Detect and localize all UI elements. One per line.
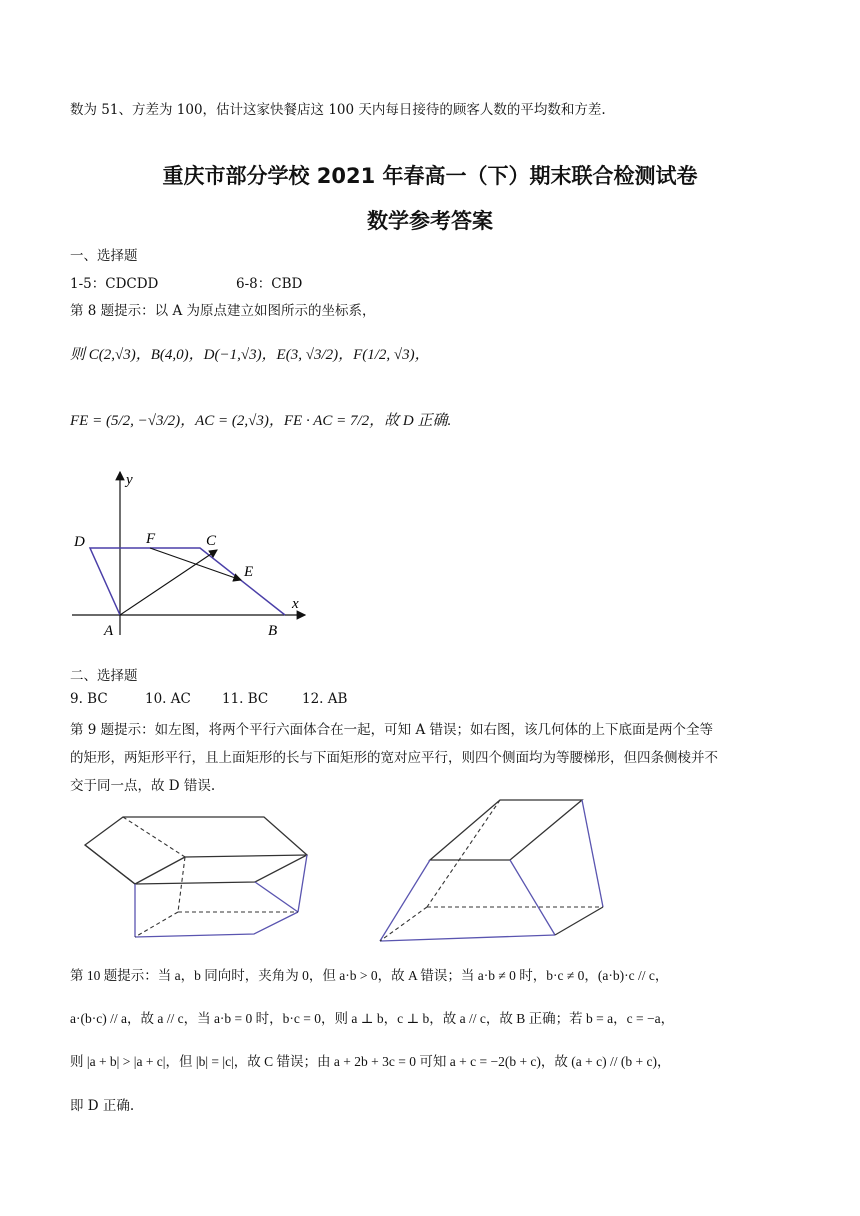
hint8-intro: 第 8 题提示：以 A 为原点建立如图所示的坐标系， — [70, 303, 376, 319]
label-c: C — [206, 533, 217, 549]
answers-6-8: 6-8：CBD — [236, 276, 303, 292]
hint9-line1: 第 9 题提示：如左图，将两个平行六面体合在一起，可知 A 错误；如右图，该几何体的上下底面是两个全等 — [70, 722, 714, 738]
answers-1-5: 1-5：CDCDD — [70, 276, 159, 292]
parallelepiped-figure — [80, 812, 340, 947]
hint8-coordinates: 则 C(2,√3)，B(4,0)，D(−1,√3)，E(3, √3/2)，F(1/2, √3)， — [70, 347, 430, 363]
label-e: E — [244, 564, 254, 580]
answer-10: 10. AC — [145, 691, 191, 707]
hint10-line2: a·(b·c) // a，故 a // c，当 a·b = 0 时，b·c = 0，则 a ⊥ b，c ⊥ b，故 a // c，故 B 正确；若 b = a，c = −a， — [70, 1011, 675, 1026]
coordinate-figure — [60, 460, 320, 645]
label-y: y — [126, 472, 133, 488]
section2-heading: 二、选择题 — [70, 668, 138, 684]
section1-heading: 一、选择题 — [70, 248, 138, 264]
page-subtitle: 数学参考答案 — [367, 209, 493, 233]
top-line: 数为 51、方差为 100，估计这家快餐店这 100 天内每日接待的顾客人数的平均数和方差. — [70, 102, 606, 118]
label-b: B — [268, 623, 278, 639]
hint9-line2: 的矩形，两矩形平行，且上面矩形的长与下面矩形的宽对应平行，则四个侧面均为等腰梯形，但四条侧棱并不 — [70, 750, 718, 766]
hint10-line3: 则 |a + b| > |a + c|，但 |b| = |c|，故 C 错误；由 a + 2b + 3c = 0 可知 a + c = −2(b + c)，故 (a + c) // (b + c)， — [70, 1054, 671, 1069]
vector-ac — [120, 550, 217, 615]
answer-9: 9. BC — [70, 691, 108, 707]
label-a: A — [104, 623, 114, 639]
page-title: 重庆市部分学校 2021 年春高一（下）期末联合检测试卷 — [162, 164, 698, 188]
trapezoid-solid-figure — [375, 795, 615, 945]
hint10-line4: 即 D 正确. — [70, 1098, 135, 1114]
trapezoid — [90, 548, 285, 615]
label-f: F — [146, 531, 156, 547]
answer-12: 12. AB — [302, 691, 348, 707]
hint10-line1: 第 10 题提示：当 a，b 同向时，夹角为 0，但 a·b > 0，故 A 错误；当 a·b ≠ 0 时，b·c ≠ 0，(a·b)·c // c， — [70, 968, 669, 983]
answer-11: 11. BC — [222, 691, 269, 707]
hint8-vectors: FE = (5/2, −√3/2)，AC = (2,√3)，FE · AC = 7/2，故 D 正确. — [70, 413, 452, 429]
label-d: D — [74, 534, 85, 550]
vector-fe — [150, 548, 241, 580]
label-x: x — [292, 596, 299, 612]
hint9-line3: 交于同一点，故 D 错误. — [70, 778, 216, 794]
